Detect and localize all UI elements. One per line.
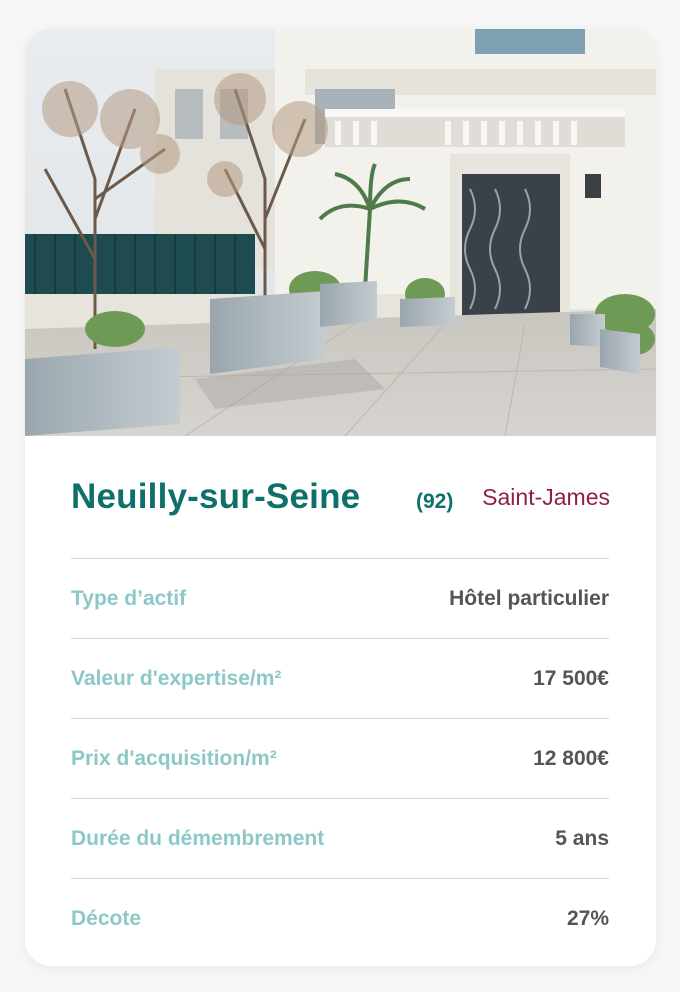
detail-row-discount [71,878,609,958]
detail-row-expert-value [71,638,609,718]
detail-label: Type d’actif [71,587,187,610]
detail-label: Durée du démembrement [71,827,325,850]
detail-value: 27% [566,907,609,930]
title-row [71,469,610,529]
detail-row-asset-type [71,558,609,638]
detail-row-duration [71,798,609,878]
city-name: Neuilly-sur-Seine [71,477,361,516]
detail-value: 5 ans [555,827,609,850]
property-card [25,29,656,966]
district-name: Saint-James [482,484,610,510]
detail-label: Décote [71,907,142,930]
department-code: (92) [416,490,454,513]
property-photo [25,29,656,436]
detail-label: Prix d'acquisition/m² [71,747,277,770]
detail-value: Hôtel particulier [449,587,609,610]
details-table [71,558,609,958]
detail-value: 17 500€ [533,667,609,690]
detail-row-acquisition-price [71,718,609,798]
detail-label: Valeur d'expertise/m² [71,667,282,690]
detail-value: 12 800€ [533,747,609,770]
